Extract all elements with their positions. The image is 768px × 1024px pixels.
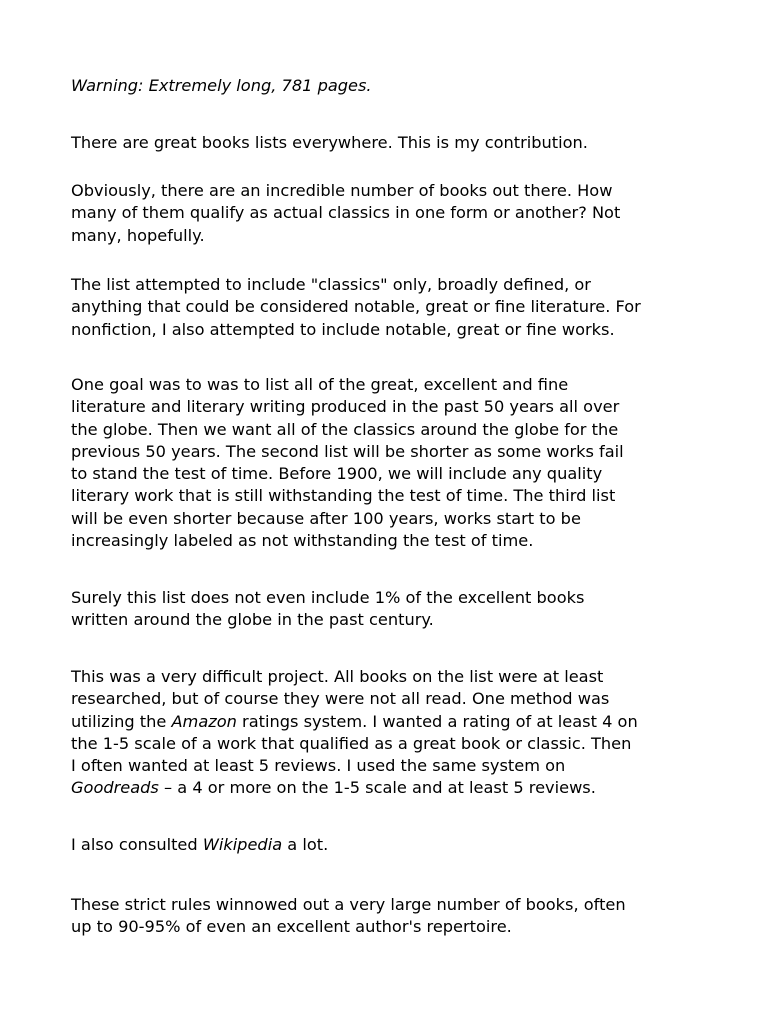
paragraph-line: will be even shorter because after 100 years, works start to be <box>71 508 581 528</box>
paragraph-line: anything that could be considered notable, great or fine literature. For <box>71 297 641 317</box>
paragraph-line: Surely this list does not even include 1% of the excellent books <box>71 588 585 607</box>
paragraph-line: Obviously, there are an incredible number of books out there. How <box>71 181 613 200</box>
paragraph-line <box>71 711 711 733</box>
text-run: utilizing the <box>71 711 172 731</box>
wikipedia-reference: Wikipedia <box>202 835 283 854</box>
text-run: a lot. <box>282 835 329 854</box>
paragraph-list-scope <box>71 274 711 341</box>
paragraph-line: researched, but of course they were not all read. One method was <box>71 689 610 709</box>
paragraph-line: up to 90-95% of even an excellent author's repertoire. <box>71 917 512 937</box>
paragraph-line <box>71 777 711 799</box>
paragraph-line: written around the globe in the past century. <box>71 610 434 630</box>
paragraph-line: These strict rules winnowed out a very large number of books, often <box>71 895 626 914</box>
text-run: – a 4 or more on the 1-5 scale and at least 5 reviews. <box>158 778 596 798</box>
text-run: I also consulted <box>71 835 203 854</box>
paragraph-line: the 1-5 scale of a work that qualified as a great book or classic. Then <box>71 733 632 753</box>
paragraph-line: previous 50 years. The second list will be shorter as some works fail <box>71 441 624 461</box>
paragraph-line: increasingly labeled as not withstanding the test of time. <box>71 531 534 551</box>
goodreads-reference: Goodreads <box>71 778 159 798</box>
paragraph-line: literature and literary writing produced in the past 50 years all over <box>71 397 620 417</box>
paragraph-classics-count <box>71 180 711 247</box>
paragraph-method <box>71 666 711 800</box>
paragraph-line: the globe. Then we want all of the classics around the globe for the <box>71 419 619 439</box>
amazon-reference: Amazon <box>171 711 237 731</box>
text-run: ratings system. I wanted a rating of at least 4 on <box>236 711 638 731</box>
paragraph-line: nonfiction, I also attempted to include notable, great or fine works. <box>71 319 615 339</box>
paragraph-goal <box>71 374 711 552</box>
paragraph-intro <box>71 132 711 154</box>
paragraph-line <box>71 834 711 856</box>
paragraph-line: One goal was to was to list all of the great, excellent and fine <box>71 375 569 394</box>
paragraph-line: many of them qualify as actual classics in one form or another? Not <box>71 203 621 223</box>
paragraph-line: to stand the test of time. Before 1900, we will include any quality <box>71 464 603 484</box>
paragraph-line: literary work that is still withstanding the test of time. The third list <box>71 486 616 506</box>
paragraph-line: This was a very difficult project. All books on the list were at least <box>71 667 604 686</box>
paragraph-line: The list attempted to include "classics" only, broadly defined, or <box>71 275 591 294</box>
paragraph-wikipedia <box>71 834 711 856</box>
warning-text: Warning: Extremely long, 781 pages. <box>71 76 372 95</box>
warning-line <box>71 75 711 97</box>
paragraph-line: There are great books lists everywhere. This is my contribution. <box>71 133 588 152</box>
paragraph-line: many, hopefully. <box>71 225 205 245</box>
paragraph-line: I often wanted at least 5 reviews. I used the same system on <box>71 756 566 776</box>
paragraph-rules <box>71 894 711 939</box>
paragraph-coverage <box>71 587 711 632</box>
